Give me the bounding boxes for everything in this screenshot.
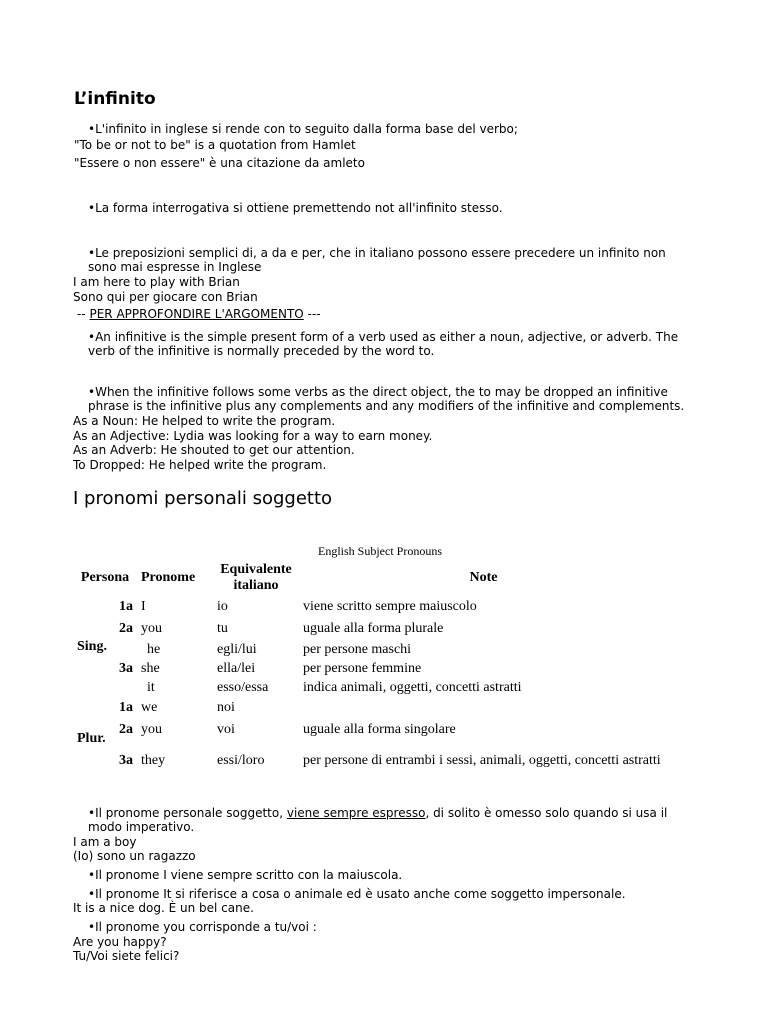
note-it: •Il pronome It si riferisce a cosa o animale ed è usato anche come soggetto impersonale.: [88, 887, 626, 901]
link-prefix: --: [77, 307, 90, 321]
example-italian-happy: Tu/Voi siete felici?: [73, 949, 180, 963]
example-quote-english: "To be or not to be" is a quotation from Hamlet: [74, 138, 356, 152]
row-pronome: we: [141, 700, 158, 715]
note-text-post: , di solito è omesso solo quando si usa il modo imperativo.: [88, 806, 668, 834]
example-english-play: I am here to play with Brian: [73, 275, 240, 289]
example-dropped: To Dropped: He helped write the program.: [73, 458, 327, 472]
row-pronome: I: [141, 599, 146, 614]
row-italiano: noi: [217, 700, 235, 715]
example-english-happy: Are you happy?: [73, 935, 167, 949]
table-header-row: [73, 560, 668, 596]
row-italiano: tu: [217, 621, 228, 636]
row-note: indica animali, oggetti, concetti astratti: [303, 679, 522, 695]
example-adverb: As an Adverb: He shouted to get our attention.: [73, 443, 355, 457]
link-suffix: ---: [303, 307, 321, 321]
table-row: [73, 678, 668, 697]
row-italiano: io: [217, 599, 228, 614]
table-row: [73, 697, 668, 719]
bullet-infinito-rule: •L'infinito in inglese si rende con to seguito dalla forma base del verbo;: [88, 122, 518, 136]
row-pronome: they: [141, 753, 166, 768]
header-equivalente: Equivalente italiano: [220, 562, 292, 593]
table-row: [73, 618, 668, 640]
header-note: Note: [469, 570, 498, 585]
example-english-boy: I am a boy: [73, 835, 137, 849]
example-italian-boy: (Io) sono un ragazzo: [73, 849, 196, 863]
row-persona: 3a: [119, 753, 133, 768]
row-persona: 1a: [119, 700, 133, 715]
bullet-infinitive-definition: •An infinitive is the simple present form of a verb used as either a noun, adjective, or adverb. The verb of the infinitive is normally preceded by the word to.: [88, 330, 679, 358]
approfondire-link[interactable]: PER APPROFONDIRE L'ARGOMENTO: [89, 307, 304, 321]
row-persona: 2a: [119, 722, 133, 737]
row-note: per persone maschi: [303, 641, 412, 657]
row-note: per persone di entrambi i sessi, animali, oggetti, concetti astratti: [303, 753, 661, 768]
example-italian-play: Sono qui per giocare con Brian: [73, 290, 258, 304]
row-pronome: he: [147, 641, 161, 657]
table-row: [73, 659, 668, 678]
table-row: [73, 719, 668, 741]
row-italiano: esso/essa: [217, 679, 269, 695]
example-noun: As a Noun: He helped to write the program.: [73, 414, 336, 428]
group-sing: Sing.: [77, 638, 107, 654]
table-row: [73, 596, 668, 618]
row-persona: 1a: [119, 599, 133, 614]
section-title-pronomi: I pronomi personali soggetto: [73, 488, 333, 509]
note-text-pre: •Il pronome personale soggetto,: [88, 806, 287, 820]
bullet-infinitive-dropped: •When the infinitive follows some verbs as the direct object, the to may be dropped an infinitive phrase is the infinitive plus any complements and any modifiers of the infinitive and complements.: [88, 385, 685, 413]
bullet-interrogative: •La forma interrogativa si ottiene premettendo not all'infinito stesso.: [88, 201, 503, 215]
header-persona: Persona: [80, 570, 130, 585]
table-row: [73, 741, 668, 781]
row-note: [299, 697, 668, 719]
note-underlined: viene sempre espresso: [286, 806, 426, 820]
section-title-infinito: L’infinito: [74, 89, 156, 109]
header-pronome: Pronome: [141, 570, 196, 585]
note-capital-i: •Il pronome I viene sempre scritto con la maiuscola.: [88, 868, 403, 882]
row-persona-empty: [115, 678, 137, 697]
example-quote-italian: "Essere o non essere" è una citazione da amleto: [74, 156, 365, 170]
row-note: uguale alla forma singolare: [303, 722, 456, 737]
row-italiano: voi: [217, 722, 235, 737]
row-italiano: ella/lei: [217, 660, 256, 676]
note-subject-pronoun: [88, 806, 698, 834]
row-italiano: essi/loro: [217, 753, 265, 768]
row-persona: 2a: [119, 621, 133, 636]
note-you: •Il pronome you corrisponde a tu/voi :: [88, 920, 317, 934]
link-line: [77, 307, 321, 321]
table-row: [73, 640, 668, 659]
row-note: uguale alla forma plurale: [303, 621, 444, 636]
row-persona-empty: [115, 640, 137, 659]
example-adjective: As an Adjective: Lydia was looking for a way to earn money.: [73, 429, 433, 443]
table-caption: English Subject Pronouns: [318, 544, 443, 558]
example-nice-dog: It is a nice dog. È un bel cane.: [73, 901, 254, 915]
row-pronome: you: [141, 722, 162, 737]
pronouns-table: [73, 560, 668, 781]
row-note: viene scritto sempre maiuscolo: [303, 599, 477, 614]
row-pronome: she: [141, 660, 160, 676]
group-plur: Plur.: [77, 731, 106, 746]
row-pronome: it: [147, 679, 155, 695]
row-italiano: egli/lui: [217, 641, 257, 657]
row-persona: 3a: [119, 660, 133, 676]
row-note: per persone femmine: [303, 660, 422, 676]
row-pronome: you: [141, 621, 162, 636]
bullet-prepositions: •Le preposizioni semplici di, a da e per, che in italiano possono essere precedere un infinito non sono mai espresse in Inglese: [88, 246, 666, 274]
